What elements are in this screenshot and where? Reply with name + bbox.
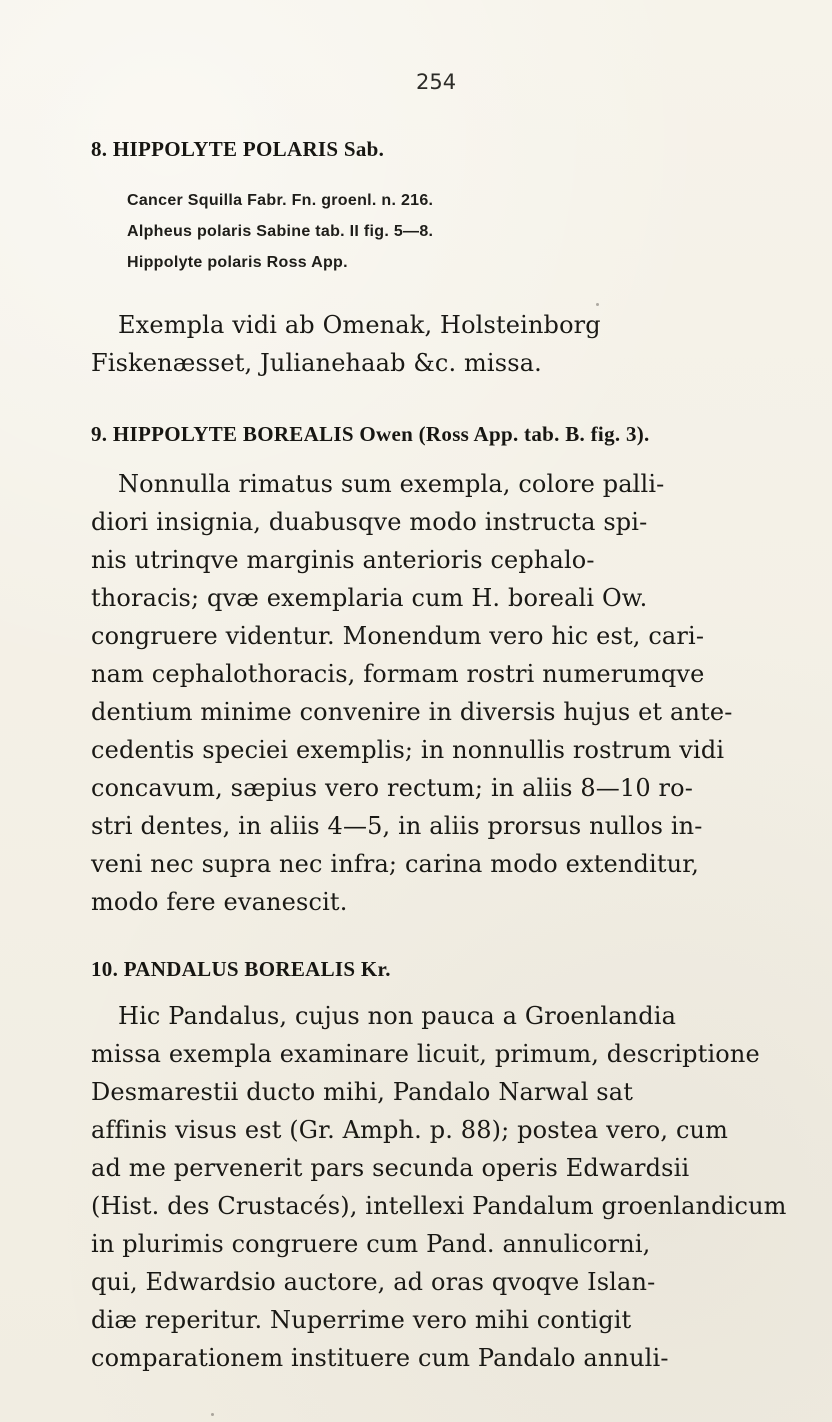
section-8-body (91, 306, 797, 382)
body-line: modo fere evanescit. (91, 888, 348, 916)
heading-10: 10. PANDALUS BOREALIS Kr. (91, 957, 391, 981)
print-speck (211, 1413, 214, 1416)
body-line: congruere videntur. Monendum vero hic est, cari- (91, 622, 705, 650)
body-line: cedentis speciei exemplis; in nonnullis rostrum vidi (91, 736, 725, 764)
reference-line: Hippolyte polaris Ross App. (127, 254, 348, 271)
section-9-heading (91, 422, 804, 447)
body-line: concavum, sæpius vero rectum; in aliis 8—10 ro- (91, 774, 694, 802)
body-line: in plurimis congruere cum Pand. annulicorni, (91, 1230, 651, 1258)
body-line: (Hist. des Crustacés), intellexi Pandalum groenlandicum (91, 1192, 787, 1220)
reference-line: Alpheus polaris Sabine tab. II fig. 5—8. (127, 223, 434, 240)
body-line: thoracis; qvæ exemplaria cum H. boreali Ow. (91, 584, 648, 612)
body-line: veni nec supra nec infra; carina modo extenditur, (91, 850, 699, 878)
body-line: nis utrinqve marginis anterioris cephalo- (91, 546, 595, 574)
body-line: missa exempla examinare licuit, primum, descriptione (91, 1040, 760, 1068)
heading-8: 8. HIPPOLYTE POLARIS Sab. (91, 137, 385, 161)
section-9-body (91, 465, 797, 921)
print-speck (632, 489, 635, 492)
body-line: Nonnulla rimatus sum exempla, colore palli- (118, 470, 665, 498)
print-speck (596, 303, 599, 306)
body-line: Exempla vidi ab Omenak, Holsteinborg (118, 311, 601, 339)
body-line: qui, Edwardsio auctore, ad oras qvoqve Islan- (91, 1268, 656, 1296)
section-10-heading (91, 957, 804, 982)
reference-line: Cancer Squilla Fabr. Fn. groenl. n. 216. (127, 192, 434, 209)
body-line: Hic Pandalus, cujus non pauca a Groenlandia (118, 1002, 677, 1030)
body-line: dentium minime convenire in diversis hujus et ante- (91, 698, 733, 726)
body-line: Fiskenæsset, Julianehaab &c. missa. (91, 349, 542, 377)
body-line: diæ reperitur. Nuperrime vero mihi contigit (91, 1306, 632, 1334)
page-number: 254 (416, 70, 457, 94)
body-line: comparationem instituere cum Pandalo annuli- (91, 1344, 669, 1372)
body-line: ad me pervenerit pars secunda operis Edwardsii (91, 1154, 690, 1182)
body-line: stri dentes, in aliis 4—5, in aliis prorsus nullos in- (91, 812, 703, 840)
body-line: nam cephalothoracis, formam rostri numerumqve (91, 660, 705, 688)
body-line: affinis visus est (Gr. Amph. p. 88); postea vero, cum (91, 1116, 729, 1144)
section-8-heading (91, 137, 804, 162)
heading-9: 9. HIPPOLYTE BOREALIS Owen (Ross App. tab. B. fig. 3). (91, 422, 650, 446)
body-line: Desmarestii ducto mihi, Pandalo Narwal sat (91, 1078, 634, 1106)
section-10-body (91, 997, 797, 1377)
section-8-references (127, 185, 767, 278)
body-line: diori insignia, duabusqve modo instructa spi- (91, 508, 648, 536)
